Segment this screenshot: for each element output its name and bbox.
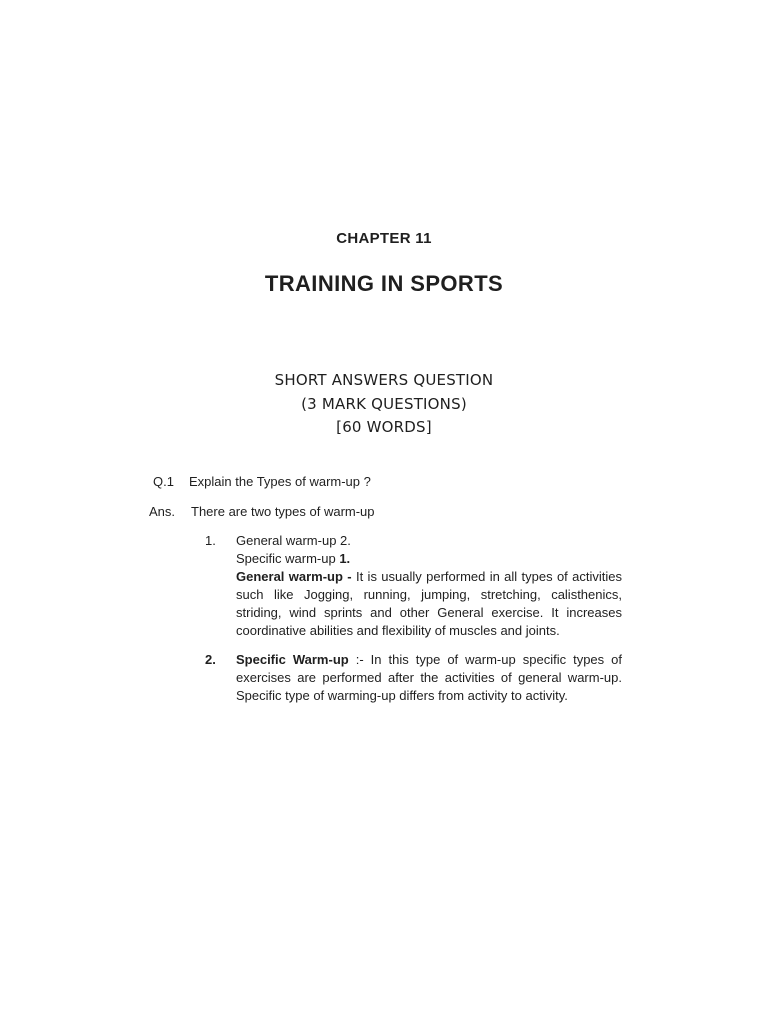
question-number: Q.1: [153, 474, 174, 489]
answer-label: Ans.: [149, 504, 176, 519]
item-2-term: Specific Warm-up: [236, 652, 349, 667]
answer-item-1: [205, 532, 622, 640]
question-text: Explain the Types of warm-up ?: [189, 474, 371, 489]
item-2-paragraph: [236, 651, 622, 705]
item-1-body: [236, 532, 622, 640]
chapter-title: TRAINING IN SPORTS: [264, 271, 504, 296]
answer-intro: There are two types of warm-up: [191, 504, 375, 519]
item-1-description: It is usually performed in all types of activities such like Jogging, running, jumping, stretching, calisthenics, striding, wind sprints and other General exercise. It increases coordinative abilities and flexibility of muscles and joints.: [236, 569, 622, 638]
section-heading-line-3: [60 WORDS]: [336, 418, 432, 436]
item-1-line-1: General warm-up 2.: [236, 533, 351, 548]
item-1-term: General warm-up -: [236, 569, 352, 584]
question-row: [153, 474, 371, 489]
item-1-line-2: [236, 550, 622, 568]
item-2-number: 2.: [205, 652, 216, 667]
answer-row: [149, 504, 375, 519]
answer-item-2: [205, 651, 622, 705]
item-2-description: :- In this type of warm-up specific types of exercises are performed after the activities of general warm-up. Specific type of warming-up differs from activity to activity.: [236, 652, 622, 703]
item-1-line-2-number: 1.: [339, 551, 351, 566]
item-1-line-2-text: Specific warm-up: [236, 551, 340, 566]
item-2-body: [236, 651, 622, 705]
section-heading-line-2: (3 MARK QUESTIONS): [301, 394, 467, 413]
section-heading: [0, 369, 768, 440]
item-1-paragraph: [236, 568, 622, 640]
chapter-label: CHAPTER 11: [336, 230, 432, 247]
section-heading-line-1: SHORT ANSWERS QUESTION: [274, 371, 494, 389]
item-1-number: 1.: [205, 533, 216, 548]
